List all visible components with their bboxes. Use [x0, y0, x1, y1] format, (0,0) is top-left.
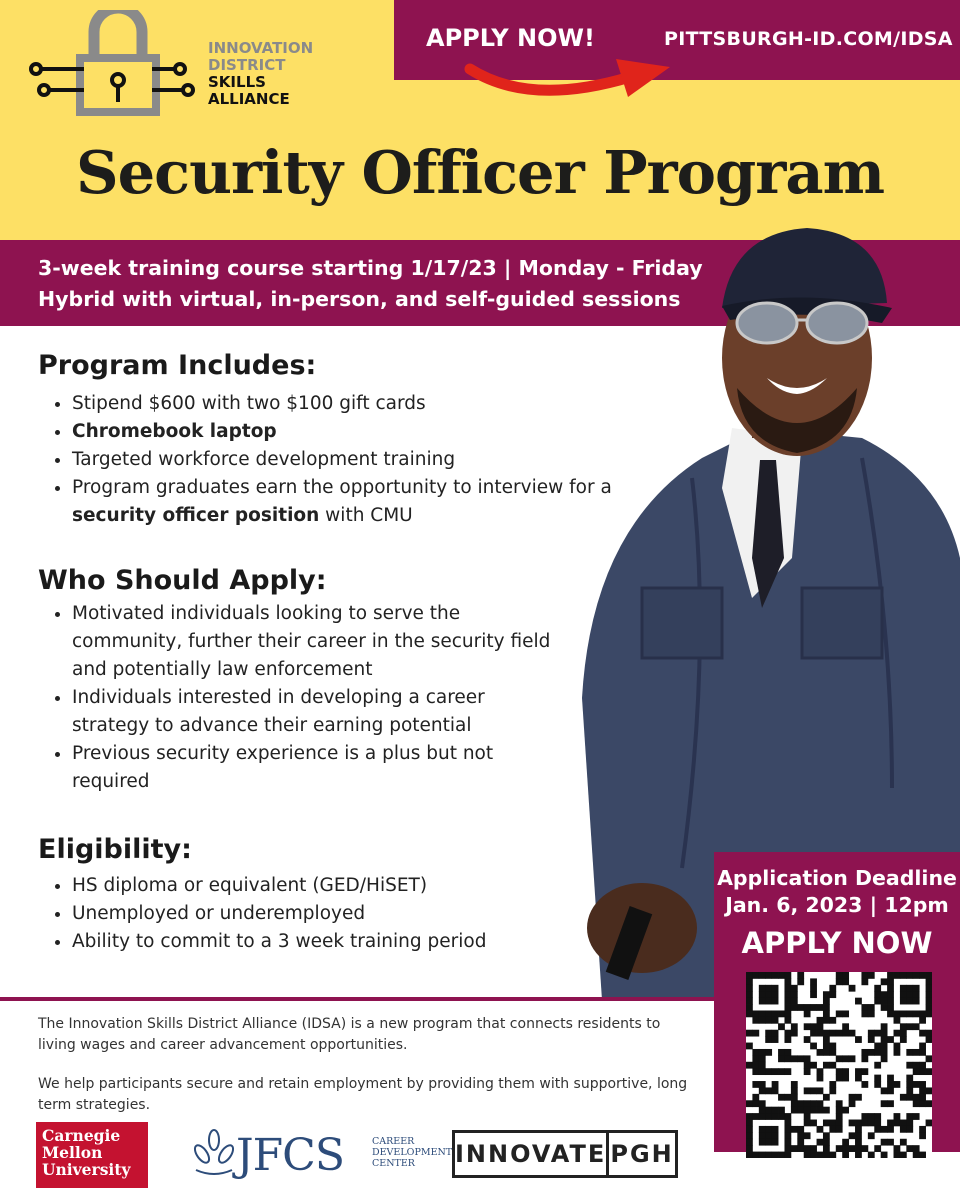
innovate-pgh-logo [452, 1130, 678, 1178]
footer-divider [0, 997, 714, 1001]
cmu-line-1: Carnegie [42, 1126, 121, 1145]
footer-paragraph-2: We help participants secure and retain employment by providing them with supportive, long term strategies. [38, 1076, 688, 1113]
list-item: • Chromebook laptop [72, 418, 612, 446]
cmu-line-3: University [42, 1160, 131, 1179]
qr-code[interactable] [746, 972, 932, 1158]
list-item [72, 474, 612, 530]
list-item: • Stipend $600 with two $100 gift cards [72, 390, 612, 418]
deadline-label: Application Deadline [717, 866, 957, 890]
jfcs-leaf-icon [192, 1128, 236, 1184]
list-item: • Individuals interested in developing a career strategy to advance their earning potential [72, 684, 562, 740]
eligibility-list [40, 872, 612, 956]
schedule-line: 3-week training course starting 1/17/23 | Monday - Friday [38, 256, 703, 280]
logo-line-3: SKILLS [208, 73, 266, 91]
list-item: • Previous security experience is a plus but not required [72, 740, 562, 796]
jfcs-sub-1: CAREER [372, 1136, 415, 1147]
list-item: • HS diploma or equivalent (GED/HiSET) [72, 872, 612, 900]
includes-list [40, 390, 612, 530]
logo-line-4: ALLIANCE [208, 90, 290, 108]
apply-url-link[interactable]: PITTSBURGH-ID.COM/IDSA [664, 28, 953, 50]
includes-heading: Program Includes: [38, 350, 317, 381]
logo-wordmark [208, 40, 313, 108]
curved-arrow-icon [460, 55, 680, 115]
list-item-text: Program graduates earn the opportunity to interview for a [72, 477, 612, 498]
page-title: Security Officer Program [76, 138, 884, 207]
list-item: • Ability to commit to a 3 week training period [72, 928, 612, 956]
apply-now-cta[interactable]: APPLY NOW [741, 926, 933, 960]
footer-paragraph-1: The Innovation Skills District Alliance (IDSA) is a new program that connects residents to living wages and career advancement opportunities. [38, 1016, 661, 1053]
jfcs-logo-subtitle [372, 1136, 452, 1169]
apply-now-label: APPLY NOW! [426, 24, 595, 52]
cmu-logo [36, 1122, 148, 1188]
jfcs-sub-3: CENTER [372, 1158, 415, 1169]
deadline-url-link[interactable]: PITTSBURGH-ID.COM/IDSA [725, 1170, 949, 1188]
padlock-circuit-icon [28, 10, 208, 120]
innovate-pgh-right: PGH [610, 1140, 674, 1168]
format-line: Hybrid with virtual, in-person, and self-guided sessions [38, 287, 681, 311]
list-item: • Motivated individuals looking to serve the community, further their career in the security field and potentially law enforcement [72, 600, 562, 684]
cmu-line-2: Mellon [42, 1143, 103, 1162]
jfcs-sub-2: DEVELOPMENT [372, 1147, 453, 1158]
logo-line-1: INNOVATION [208, 39, 314, 57]
eligibility-heading: Eligibility: [38, 834, 192, 865]
list-item: • Targeted workforce development training [72, 446, 612, 474]
list-item: • Unemployed or underemployed [72, 900, 612, 928]
who-list [40, 600, 562, 796]
deadline-date: Jan. 6, 2023 | 12pm [725, 893, 949, 917]
jfcs-logo-name: JFCS [236, 1130, 344, 1181]
logo-line-2: DISTRICT [208, 56, 286, 74]
who-heading: Who Should Apply: [38, 565, 327, 596]
list-item-text: with CMU [319, 505, 413, 526]
list-item-bold: security officer position [72, 505, 320, 526]
innovate-pgh-left: INNOVATE [455, 1140, 607, 1168]
